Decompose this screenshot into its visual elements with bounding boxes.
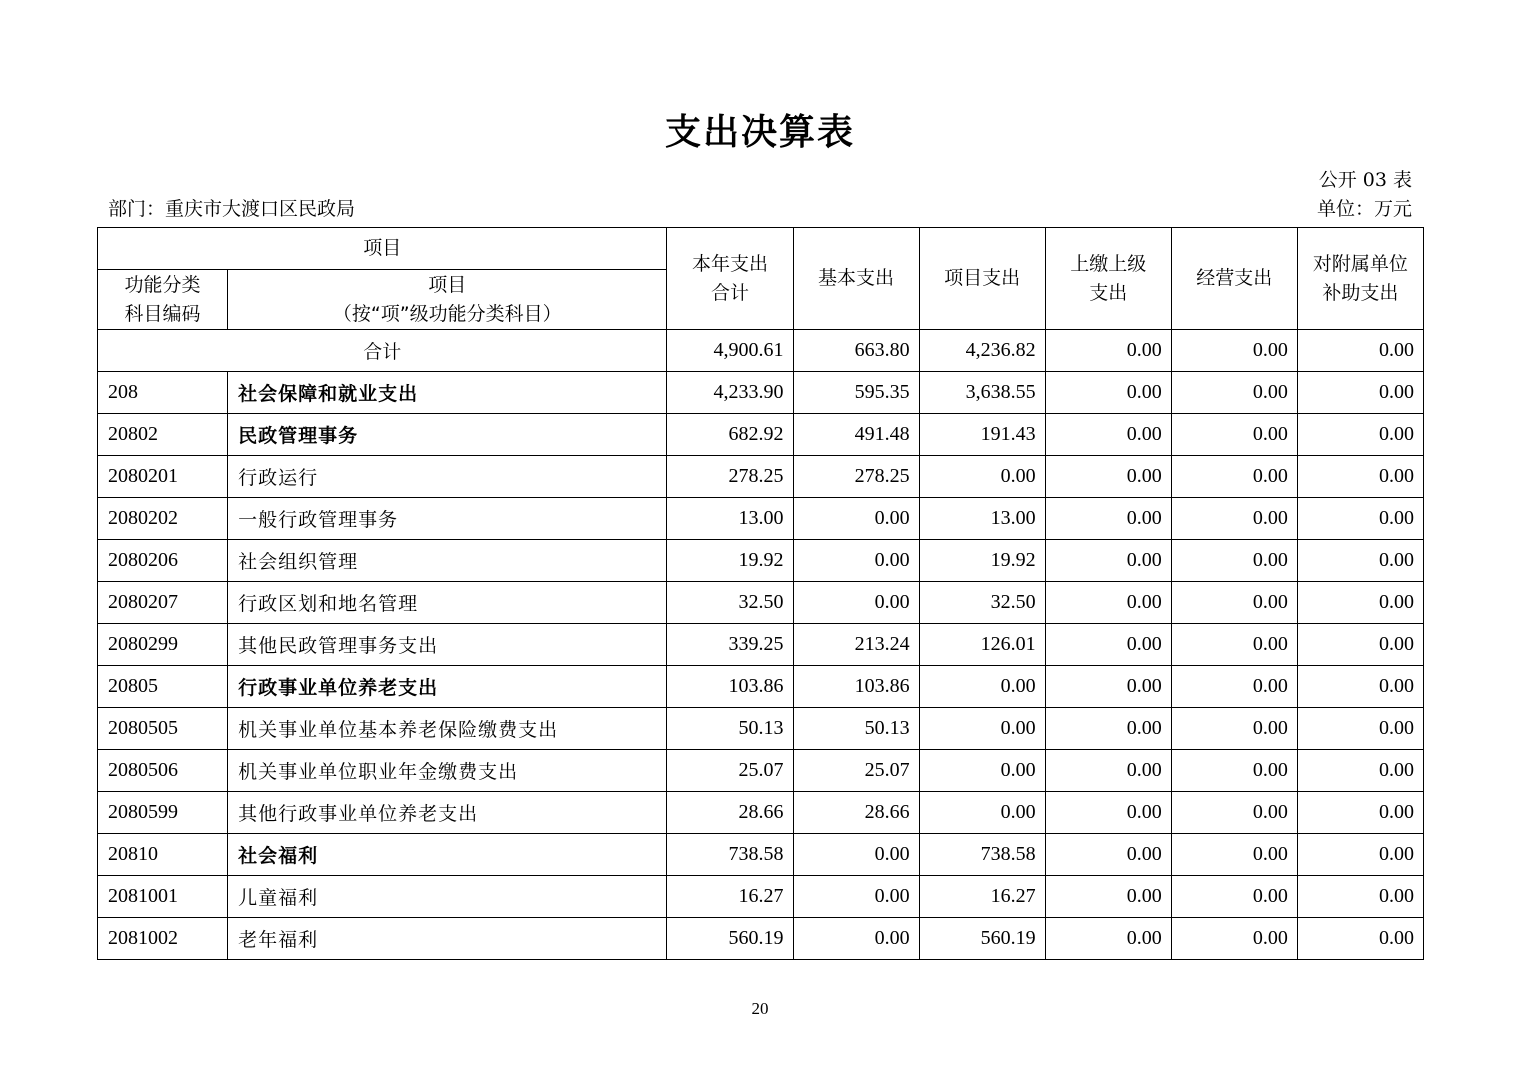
total-value: 663.80 [793,330,919,372]
row-value: 19.92 [919,540,1045,582]
row-value: 0.00 [919,750,1045,792]
row-value: 0.00 [1171,834,1297,876]
row-value: 738.58 [919,834,1045,876]
total-label: 合计 [98,330,667,372]
table-row [98,540,1424,582]
row-value: 0.00 [1297,624,1423,666]
row-name: 老年福利 [228,918,667,960]
table-body [98,330,1424,960]
total-value: 4,900.61 [667,330,793,372]
row-value: 0.00 [793,876,919,918]
row-code: 2080202 [98,498,228,540]
row-value: 0.00 [1297,792,1423,834]
row-value: 0.00 [1045,708,1171,750]
row-value: 0.00 [1171,372,1297,414]
table-row [98,792,1424,834]
header-name: 项目 （按“项”级功能分类科目） [228,270,667,330]
row-value: 0.00 [919,666,1045,708]
row-value: 0.00 [1171,876,1297,918]
row-value: 13.00 [919,498,1045,540]
row-value: 13.00 [667,498,793,540]
table-row [98,414,1424,456]
row-code: 2080207 [98,582,228,624]
row-value: 32.50 [919,582,1045,624]
row-value: 0.00 [1297,498,1423,540]
row-value: 0.00 [1171,918,1297,960]
row-value: 0.00 [1297,582,1423,624]
row-value: 0.00 [1045,414,1171,456]
header-basic: 基本支出 [793,228,919,330]
row-value: 4,233.90 [667,372,793,414]
row-value: 0.00 [1297,456,1423,498]
row-value: 682.92 [667,414,793,456]
row-value: 0.00 [1171,498,1297,540]
page-title: 支出决算表 [664,112,855,153]
row-code: 2081001 [98,876,228,918]
row-value: 278.25 [667,456,793,498]
row-value: 0.00 [1171,414,1297,456]
row-value: 0.00 [1045,456,1171,498]
row-code: 2080299 [98,624,228,666]
row-name: 社会组织管理 [228,540,667,582]
header-subsidiary: 对附属单位 补助支出 [1297,228,1423,330]
row-value: 103.86 [667,666,793,708]
table-row [98,876,1424,918]
row-name: 机关事业单位基本养老保险缴费支出 [228,708,667,750]
row-name: 社会保障和就业支出 [228,372,667,414]
row-value: 738.58 [667,834,793,876]
table-row [98,666,1424,708]
department-label: 部门：重庆市大渡口区民政局 [108,198,356,220]
row-value: 191.43 [919,414,1045,456]
row-code: 2080505 [98,708,228,750]
row-value: 0.00 [1045,582,1171,624]
row-code: 2081002 [98,918,228,960]
row-value: 16.27 [919,876,1045,918]
table-row [98,708,1424,750]
row-value: 0.00 [919,708,1045,750]
table-row [98,582,1424,624]
header-business: 经营支出 [1171,228,1297,330]
row-value: 103.86 [793,666,919,708]
row-name: 社会福利 [228,834,667,876]
row-name: 一般行政管理事务 [228,498,667,540]
form-number: 公开 03 表 [1318,169,1412,191]
table-row [98,834,1424,876]
row-value: 0.00 [1045,624,1171,666]
row-value: 0.00 [1171,456,1297,498]
row-value: 0.00 [793,918,919,960]
row-value: 0.00 [1045,792,1171,834]
row-value: 0.00 [1171,792,1297,834]
row-code: 20805 [98,666,228,708]
row-value: 491.48 [793,414,919,456]
table-row [98,624,1424,666]
table-row [98,918,1424,960]
row-value: 560.19 [919,918,1045,960]
row-value: 0.00 [1045,666,1171,708]
table-row [98,372,1424,414]
row-value: 19.92 [667,540,793,582]
header-code: 功能分类 科目编码 [98,270,228,330]
row-value: 0.00 [1297,414,1423,456]
row-value: 0.00 [1045,750,1171,792]
row-value: 0.00 [1045,918,1171,960]
row-value: 0.00 [1045,372,1171,414]
row-value: 0.00 [1297,918,1423,960]
row-value: 0.00 [1045,498,1171,540]
row-value: 0.00 [1297,708,1423,750]
row-code: 208 [98,372,228,414]
row-value: 0.00 [1045,834,1171,876]
row-value: 0.00 [1045,540,1171,582]
row-value: 3,638.55 [919,372,1045,414]
total-value: 0.00 [1171,330,1297,372]
row-value: 25.07 [667,750,793,792]
row-value: 0.00 [1297,876,1423,918]
row-code: 20802 [98,414,228,456]
row-code: 2080206 [98,540,228,582]
row-value: 0.00 [793,834,919,876]
row-value: 0.00 [1297,750,1423,792]
row-name: 行政事业单位养老支出 [228,666,667,708]
row-value: 0.00 [1297,540,1423,582]
row-value: 0.00 [1045,876,1171,918]
row-value: 0.00 [919,792,1045,834]
row-value: 126.01 [919,624,1045,666]
row-name: 行政区划和地名管理 [228,582,667,624]
row-name: 其他民政管理事务支出 [228,624,667,666]
header-project: 项目 [98,228,667,270]
total-value: 0.00 [1297,330,1423,372]
header-project-exp: 项目支出 [919,228,1045,330]
total-value: 0.00 [1045,330,1171,372]
header-upper: 上缴上级 支出 [1045,228,1171,330]
row-value: 0.00 [793,498,919,540]
row-code: 20810 [98,834,228,876]
row-value: 0.00 [1171,750,1297,792]
row-value: 0.00 [919,456,1045,498]
row-value: 50.13 [793,708,919,750]
row-value: 0.00 [1171,624,1297,666]
row-name: 儿童福利 [228,876,667,918]
row-value: 595.35 [793,372,919,414]
row-value: 0.00 [1297,666,1423,708]
row-value: 25.07 [793,750,919,792]
row-value: 16.27 [667,876,793,918]
row-code: 2080201 [98,456,228,498]
row-value: 0.00 [1297,834,1423,876]
row-value: 32.50 [667,582,793,624]
row-value: 213.24 [793,624,919,666]
page-number: 20 [751,999,769,1018]
row-value: 560.19 [667,918,793,960]
expenditure-table [97,227,1424,960]
table-row [98,498,1424,540]
row-name: 民政管理事务 [228,414,667,456]
row-value: 28.66 [793,792,919,834]
total-value: 4,236.82 [919,330,1045,372]
table-row [98,456,1424,498]
row-code: 2080506 [98,750,228,792]
row-value: 50.13 [667,708,793,750]
row-name: 行政运行 [228,456,667,498]
row-value: 28.66 [667,792,793,834]
total-row [98,330,1424,372]
row-value: 339.25 [667,624,793,666]
row-value: 0.00 [1171,708,1297,750]
row-value: 0.00 [793,582,919,624]
header-total: 本年支出 合计 [667,228,793,330]
row-value: 0.00 [793,540,919,582]
row-value: 278.25 [793,456,919,498]
row-value: 0.00 [1171,582,1297,624]
row-code: 2080599 [98,792,228,834]
table-row [98,750,1424,792]
row-value: 0.00 [1171,666,1297,708]
row-name: 机关事业单位职业年金缴费支出 [228,750,667,792]
unit-label: 单位：万元 [1316,198,1412,220]
row-value: 0.00 [1171,540,1297,582]
row-value: 0.00 [1297,372,1423,414]
row-name: 其他行政事业单位养老支出 [228,792,667,834]
